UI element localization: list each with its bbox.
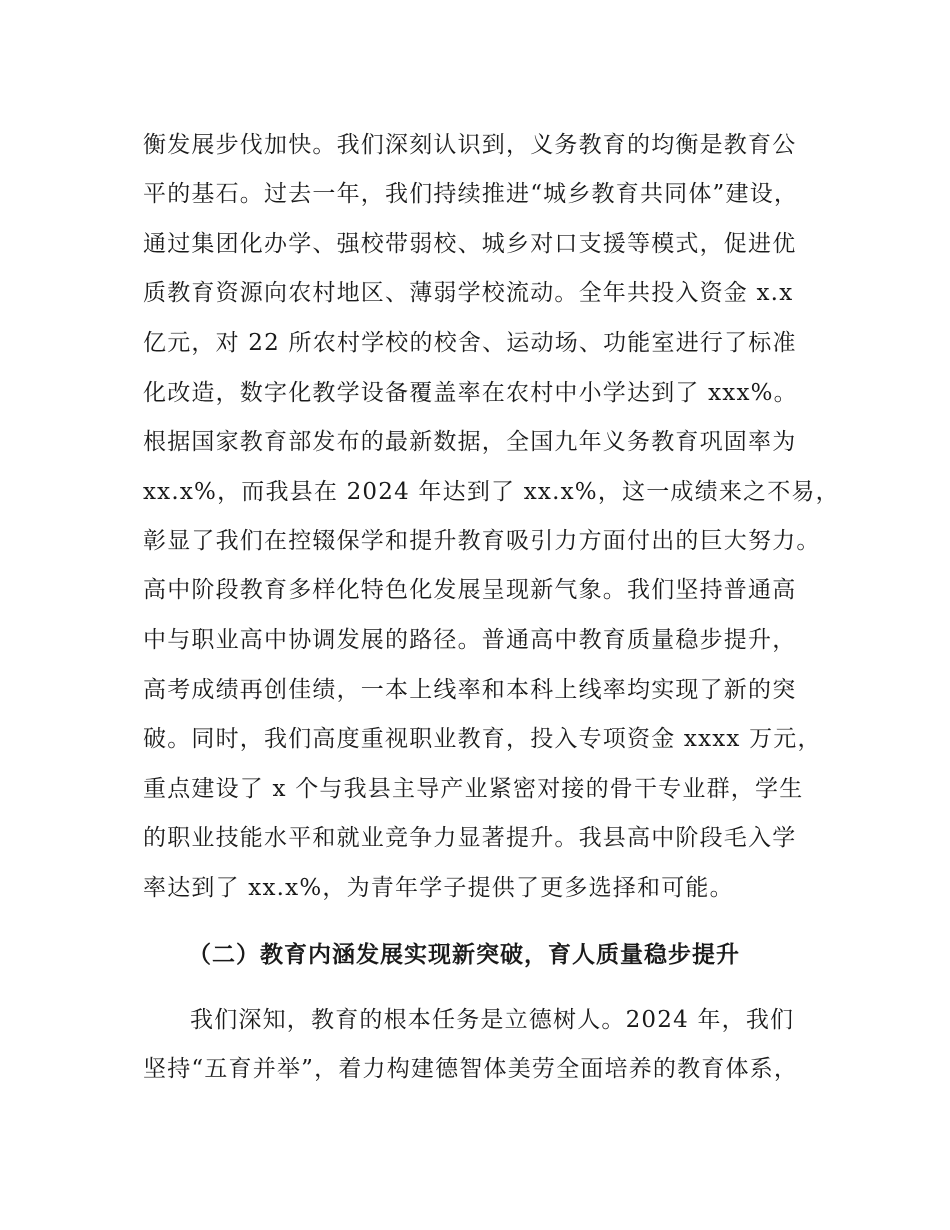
body-text-line: 通过集团化办学、强校带弱校、城乡对口支援等模式，促进优 xyxy=(143,231,797,257)
body-text-line: 坚持“五育并举”，着力构建德智体美劳全面培养的教育体系， xyxy=(143,1056,799,1082)
body-text-line: 我们深知，教育的根本任务是立德树人。2024 年，我们 xyxy=(190,1007,795,1033)
body-text-line: 衡发展步伐加快。我们深刻认识到，义务教育的均衡是教育公 xyxy=(143,132,797,158)
section-heading: （二）教育内涵发展实现新突破，育人质量稳步提升 xyxy=(188,942,740,968)
body-text-line: 化改造，数字化教学设备覆盖率在农村中小学达到了 xxx%。 xyxy=(143,380,798,406)
body-text-line: 破。同时，我们高度重视职业教育，投入专项资金 xxxx 万元， xyxy=(143,726,822,752)
body-text-line: 亿元，对 22 所农村学校的校舍、运动场、功能室进行了标准 xyxy=(143,330,797,356)
body-text-line: 中与职业高中协调发展的路径。普通高中教育质量稳步提升， xyxy=(143,627,797,653)
body-text-line: 重点建设了 x 个与我县主导产业紧密对接的骨干专业群，学生 xyxy=(143,776,804,802)
body-text-line: 质教育资源向农村地区、薄弱学校流动。全年共投入资金 x.x xyxy=(143,280,794,306)
body-text-line: 的职业技能水平和就业竞争力显著提升。我县高中阶段毛入学 xyxy=(143,825,797,851)
body-text-line: xx.x%，而我县在 2024 年达到了 xx.x%，这一成绩来之不易， xyxy=(143,479,840,505)
body-text-line: 平的基石。过去一年，我们持续推进“城乡教育共同体”建设， xyxy=(143,181,799,207)
body-text-line: 率达到了 xx.x%，为青年学子提供了更多选择和可能。 xyxy=(143,875,734,901)
body-text-line: 高考成绩再创佳绩，一本上线率和本科上线率均实现了新的突 xyxy=(143,677,797,703)
body-text-line: 根据国家教育部发布的最新数据，全国九年义务教育巩固率为 xyxy=(143,429,797,455)
body-text-line: 彰显了我们在控辍保学和提升教育吸引力方面付出的巨大努力。 xyxy=(143,528,821,554)
body-text-line: 高中阶段教育多样化特色化发展呈现新气象。我们坚持普通高 xyxy=(143,577,797,603)
